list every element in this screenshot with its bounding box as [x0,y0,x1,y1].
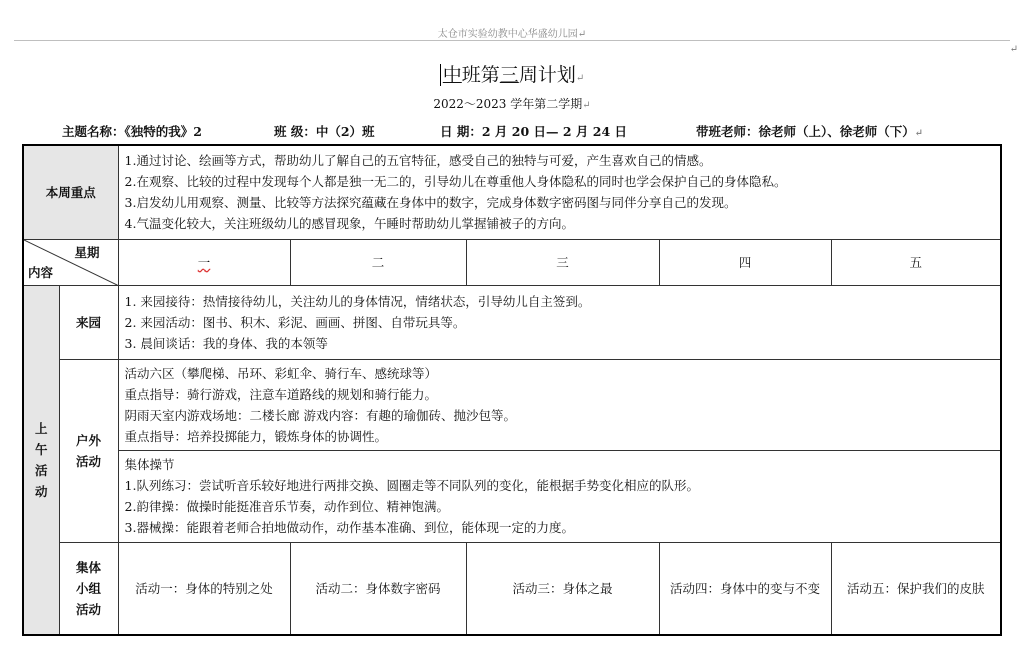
exercise-item: 1.队列练习：尝试听音乐较好地进行两排交换、圆圈走等不同队列的变化，能根据手势变化相应的队形。 [124,478,699,494]
activity-mon[interactable]: 活动一：身体的特别之处 [118,543,290,635]
focus-label: 本周重点 [23,145,118,239]
activity-wed[interactable]: 活动三：身体之最 [466,543,659,635]
title-tail: 周计划 [518,64,576,86]
text-cursor [440,64,441,86]
activity-thu[interactable]: 活动四：身体中的变与不变 [659,543,831,635]
arrival-item: 2. 来园活动：图书、积木、彩泥、画画、拼图、自带玩具等。 [124,315,466,331]
arrival-row [23,286,1001,360]
meta-theme[interactable]: 主题名称：《独特的我》2 [62,124,202,139]
outdoor-content[interactable] [118,360,1001,450]
outdoor-row-2 [23,450,1001,542]
meta-date[interactable]: 日 期：2 月 20 日— 2 月 24 日 [440,124,627,139]
day-header-tue[interactable]: 二 [290,239,466,285]
arrival-content[interactable] [118,286,1001,360]
outdoor-item: 重点指导：培养投掷能力，锻炼身体的协调性。 [124,429,388,445]
group-activity-label: 集体 小组 活动 [59,543,118,635]
title-week-no: 三 [499,64,519,86]
title-class: 中 [442,64,462,86]
day-header-wed[interactable]: 三 [466,239,659,285]
page-header [0,0,1024,44]
outdoor-item: 活动六区（攀爬梯、吊环、彩虹伞、骑行车、感统球等） [124,366,438,382]
focus-item: 1.通过讨论、绘画等方式，帮助幼儿了解自己的五官特征，感受自己的独特与可爱，产生喜欢自己的情感。 [124,153,712,169]
meta-class[interactable]: 班 级：中（2）班 [274,124,375,139]
diagonal-header-cell [23,239,118,285]
activity-fri[interactable]: 活动五：保护我们的皮肤 [831,543,1001,635]
exercise-item: 集体操节 [124,457,175,473]
title-mid: 班第 [461,64,500,86]
outdoor-label: 户外 活动 [59,360,118,543]
day-header-thu[interactable]: 四 [659,239,831,285]
header-school-name: 太仓市实验幼教中心华盛幼儿园↵ [437,29,587,40]
corner-weekday-label: 星期 [74,244,100,260]
focus-item: 4.气温变化较大，关注班级幼儿的感冒现象，午睡时帮助幼儿掌握铺被子的方向。 [124,216,574,232]
outdoor-row-1 [23,360,1001,450]
exercise-item: 2.韵律操：做操时能挺准音乐节奏，动作到位、精神饱满。 [124,499,449,515]
exercise-content[interactable] [118,450,1001,542]
activity-tue[interactable]: 活动二：身体数字密码 [290,543,466,635]
arrival-label: 来园 [59,286,118,360]
meta-teacher[interactable]: 带班老师：徐老师（上）、徐老师（下）↵ [696,124,924,139]
day-header-mon[interactable]: 一 [118,239,290,285]
focus-row [23,145,1001,239]
semester-subtitle[interactable]: 2022～2023 学年第二学期↵ [433,97,591,111]
exercise-item: 3.器械操：能跟着老师合拍地做动作，动作基本准确、到位，能体现一定的力度。 [124,520,574,536]
morning-activities-label: 上 午 活 动 [23,286,59,635]
weekday-header-row [23,239,1001,285]
outdoor-item: 阴雨天室内游戏场地：二楼长廊 游戏内容：有趣的瑜伽砖、抛沙包等。 [124,408,516,424]
page-title[interactable]: 中班第三周计划↵ [0,60,1024,87]
focus-item: 3.启发幼儿用观察、测量、比较等方法探究蕴藏在身体中的数字，完成身体数字密码图与同伴分享自己的发现。 [124,195,737,211]
arrival-item: 1. 来园接待：热情接待幼儿，关注幼儿的身体情况，情绪状态，引导幼儿自主签到。 [124,294,591,310]
outdoor-item: 重点指导：骑行游戏，注意车道路线的规划和骑行能力。 [124,387,438,403]
day-header-fri[interactable]: 五 [831,239,1001,285]
weekly-plan-table [22,144,1002,636]
group-activity-row [23,543,1001,635]
header-divider [14,40,1010,41]
corner-content-label: 内容 [28,265,54,281]
focus-content[interactable] [118,145,1001,239]
arrival-item: 3. 晨间谈话：我的身体、我的本领等 [124,336,328,352]
margin-return-mark: ↵ [1009,44,1018,55]
focus-item: 2.在观察、比较的过程中发现每个人都是独一无二的，引导幼儿在尊重他人身体隐私的同时也学会保护自己的身体隐私。 [124,174,787,190]
